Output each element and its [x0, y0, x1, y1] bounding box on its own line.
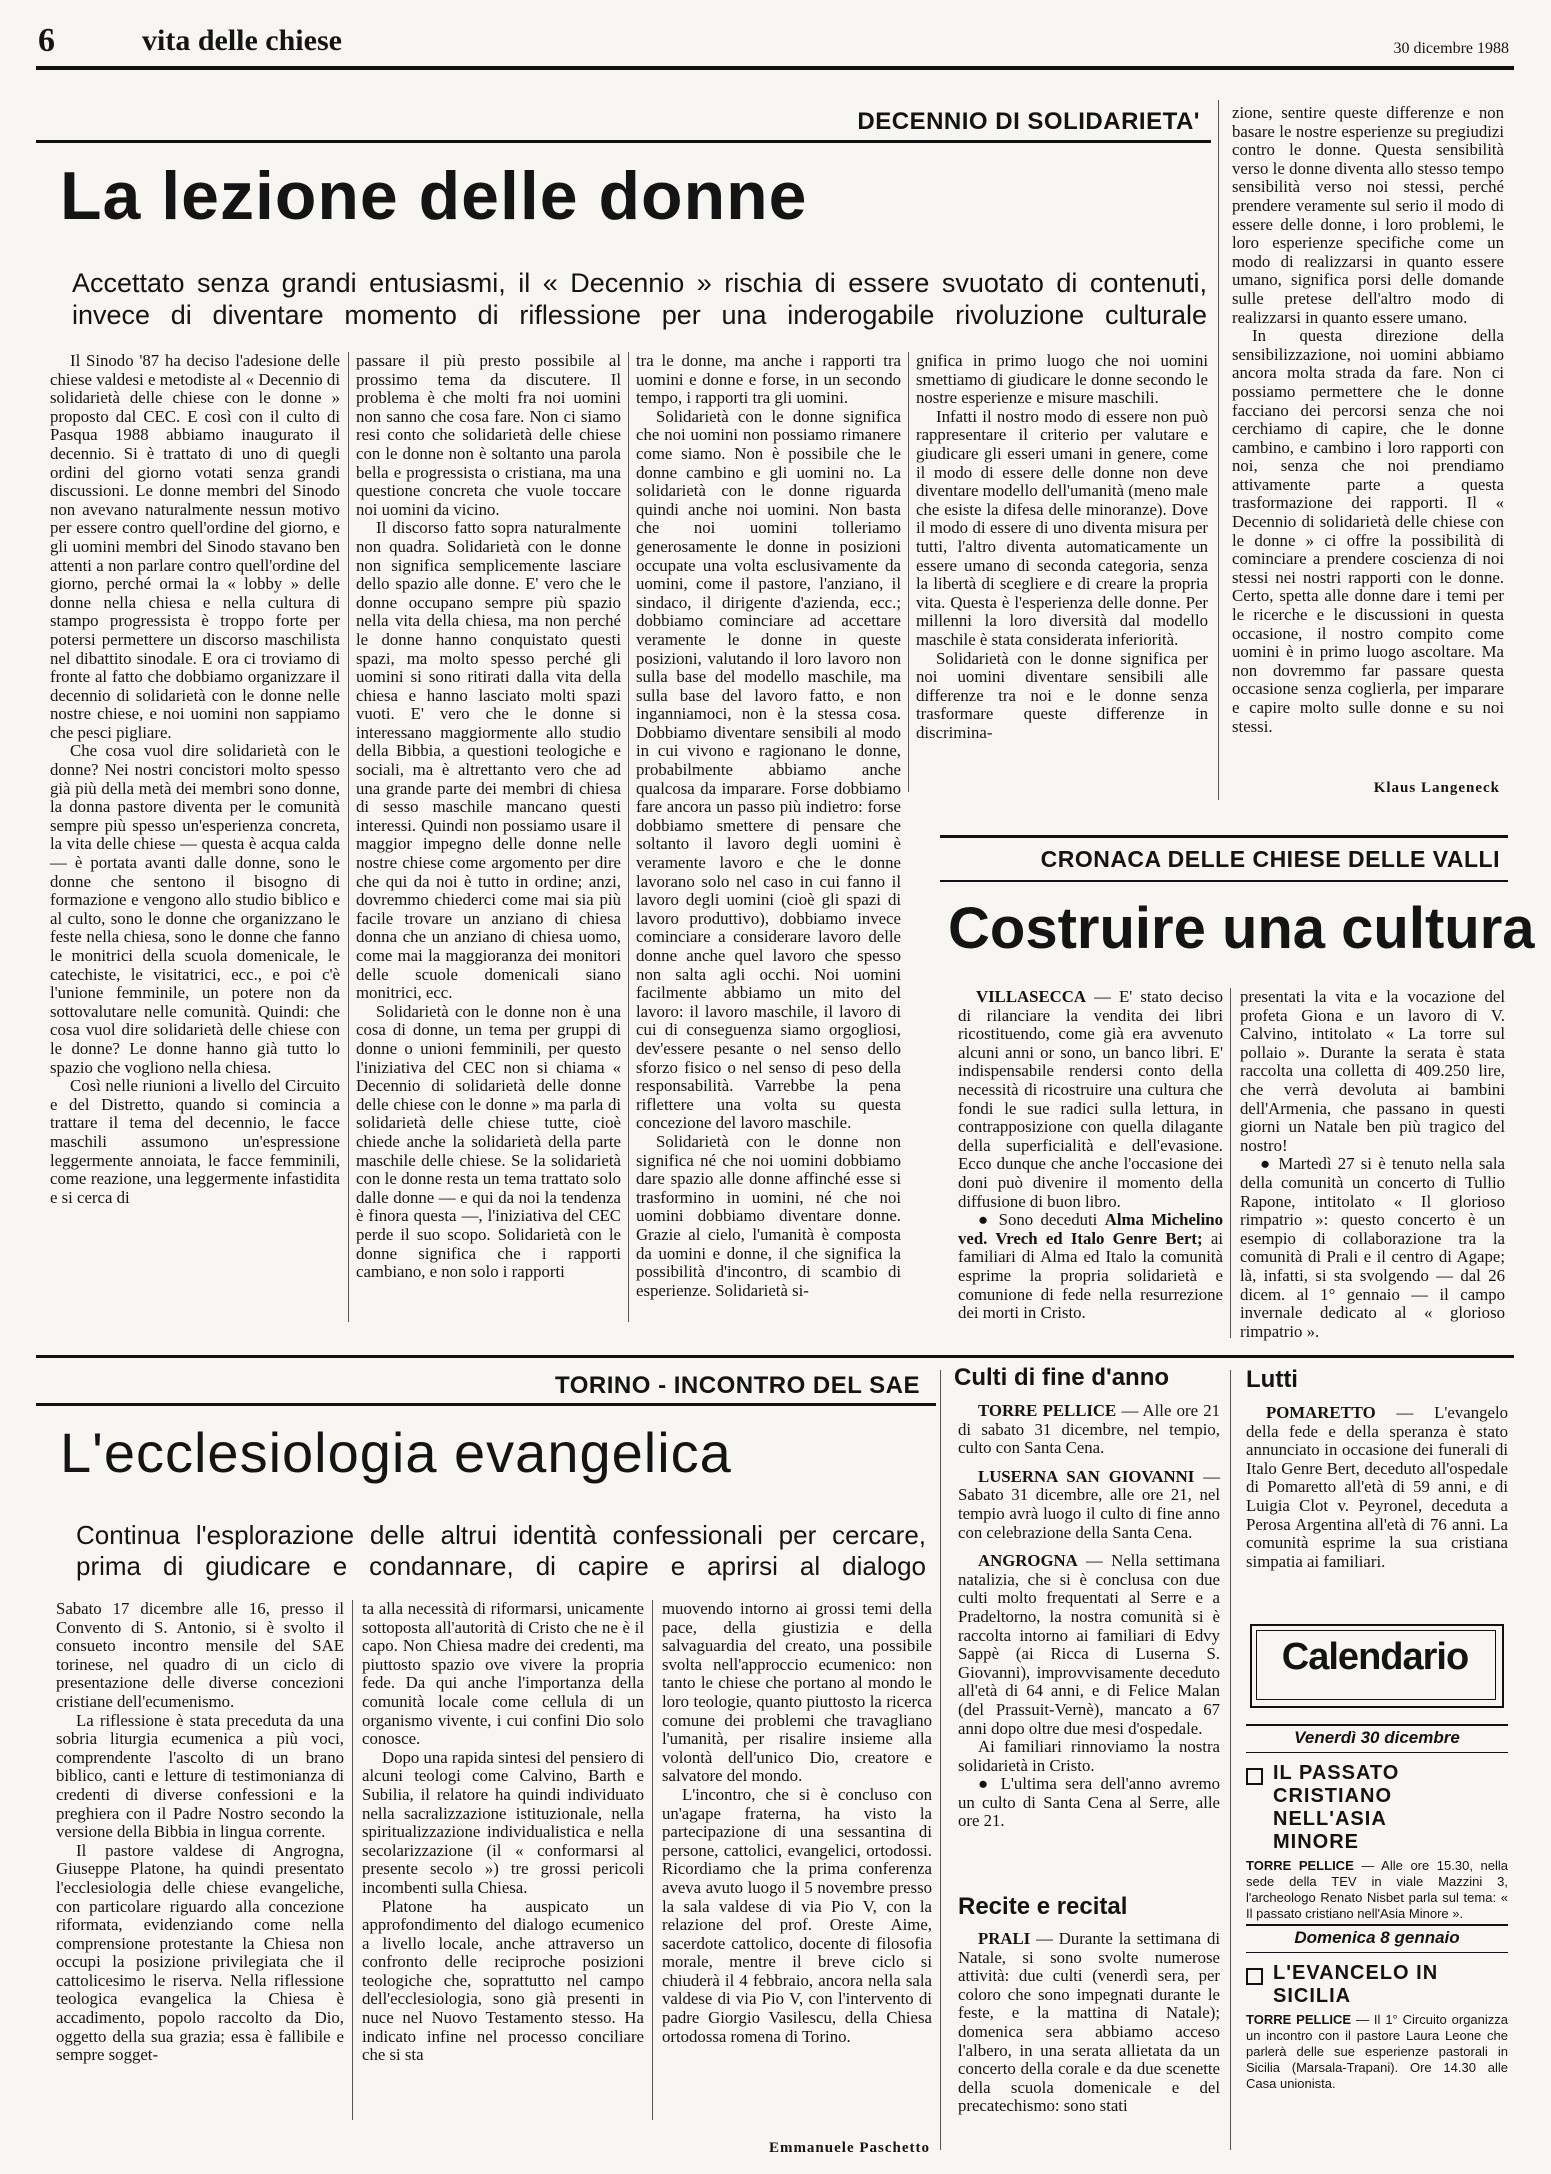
paragraph: Ai familiari rinnoviamo la nostra solidarietà in Cristo. — [958, 1737, 1220, 1775]
article3-subtitle: Continua l'esplorazione delle altrui identità confessionali per cercare, prima di giudicare e condannare, di capire e aprirsi al dialogo — [76, 1520, 926, 1581]
article2-kicker-rule — [940, 880, 1508, 882]
event-text — [1246, 1858, 1508, 1922]
paragraph-text: ai familiari di Alma ed Italo la comunità esprime la propria solidarietà e comunione di fede nella resurrezione dei morti in Cristo. — [958, 1228, 1224, 1323]
item-text: — Alle ore 21 di sabato 31 dicembre, nel tempio, culto con Santa Cena. — [958, 1401, 1220, 1458]
paragraph: Solidarietà con le donne significa per noi uomini diventare sensibili alle differenze tra noi e le donne senza trasformare queste differenze in discrimina- — [916, 648, 1208, 742]
paragraph: Così nelle riunioni a livello del Circuito e del Distretto, quando si comincia a trattare il tema del decennio, le facce maschili assumono un'espressione leggermente annoiata, le facce femminili, come reazione, una leggermente infastidita e si cerca di — [50, 1076, 340, 1207]
article2-title: Costruire una cultura — [948, 896, 1535, 961]
paragraph: gnifica in primo luogo che noi uomini smettiamo di giudicare le donne secondo le nostre esperienze e misure maschili. — [916, 351, 1208, 408]
paragraph: Solidarietà con le donne non significa né che noi uomini dobbiamo dare spazio alle donne affinché esse si trasformino in uomini, né che noi uomini dobbiamo diventare donne. Grazie al cielo, l'umanità è composta da uomini e donne, il che significa la possibilità d'incontro, di scambio di esperienze. Solidarietà si- — [636, 1131, 901, 1300]
paragraph-text: — L'evangelo della fede e della speranza è stato annunciato in occasione dei funerali di Italo Genre Bert, deceduto all'ospedale di Pomaretto all'età di 59 anni, e di Luigia Clot v. Peyronel, deceduta a Perosa Argentina all'età di 76 anni. La comunità esprime la sua cristiana simpatia ai familiari. — [1246, 1403, 1508, 1571]
article1-top-rule — [36, 140, 1211, 143]
place-label: LUSERNA SAN GIOVANNI — [978, 1466, 1195, 1486]
place-label: TORRE PELLICE — [978, 1401, 1117, 1420]
paragraph: passare il più presto possibile al prossimo tema da discutere. Il problema è che molti fra noi uomini non sanno che cosa fare. Non ci siamo resi conto che solidarietà delle chiese con le donne non è soltanto una parola bella e progressista o cristiana, ma una questione concreta che vuole toccare noi uomini da vicino. — [356, 351, 621, 519]
paragraph: Solidarietà con le donne significa che noi uomini non possiamo rimanere come siamo. Non è possibile che le donne cambino e gli uomini no. La solidarietà con le donne riguarda quindi anche noi uomini. Non basta che noi uomini tolleriamo generosamente le donne in posizioni occupate una volta esclusivamente da uomini, come il pastore, l'anziano, il sindaco, il dirigente d'azienda, ecc.; dobbiamo cominciare ad accettare veramente le donne in queste posizioni, valutando il loro lavoro non sulla base del modello maschile, ma sulla base del lavoro fatto, e non inganniamoci, non è la stessa cosa. Dobbiamo diventare sensibili al modo in cui vivono e ragionano le donne, probabilmente abbiamo anche qualcosa da imparare. Forse dobbiamo fare ancora un passo più indietro: forse dobbiamo smettere di pensare che soltanto il lavoro degli uomini è veramente lavoro e che le donne lavorano solo nel caso in cui fanno il lavoro degli uomini (cioè gli spazi di lavoro produttivo), dobbiamo invece cominciare a considerare lavoro delle donne anche quel lavoro che spesso non salta agli occhi. Noi uomini facilmente abbiamo un mito del lavoro: il lavoro maschile, il lavoro di cui di conseguenza siamo orgogliosi, dev'essere pesante o nel senso dello sforzo fisico o nel senso di peso della responsabilità. Varrebbe la pena riflettere una volta su questa concezione del lavoro maschile. — [636, 406, 901, 1133]
names: Alma Michelino ved. Vrech ed Italo Genre Bert; — [958, 1210, 1223, 1248]
paragraph: tra le donne, ma anche i rapporti tra uomini e donne e forse, in un secondo tempo, i rapporti tra gli uomini. — [636, 351, 901, 408]
place-label: ANGROGNA — [978, 1551, 1078, 1571]
article3-column-2 — [362, 1600, 644, 2065]
article1-column-4 — [916, 352, 1208, 742]
paragraph: Il pastore valdese di Angrogna, Giuseppe Platone, ha quindi presentato l'ecclesiologia delle chiese evangeliche, con particolare riguardo alla concezione riformata, evidenziando come nella comprensione protestante la Chiesa non occupi la posizione privilegiata che il cattolicesimo le riserva. Nella riflessione teologica evangelica la Chiesa è accadimento, popolo raccolto da Dio, oggetto della sua grazia; essa è fallibile e sempre sogget- — [56, 1840, 344, 2065]
paragraph: muovendo intorno ai grossi temi della pace, della giustizia e della salvaguardia del creato, una possibile svolta nell'approccio ecumenico: non tanto le chiese che portano al mondo le loro teologie, quanto piuttosto la ricerca comune dei problemi che travagliano l'umanità, per risalire insieme alla volontà dell'unico Dio, creatore e salvatore del mondo. — [662, 1599, 932, 1786]
place-label: TORRE PELLICE — [1246, 1858, 1354, 1873]
middle-rule — [36, 1355, 1514, 1358]
issue-date: 30 dicembre 1988 — [1393, 40, 1509, 57]
article3-column-1 — [56, 1600, 344, 2065]
article1-column-2 — [356, 352, 621, 1282]
paragraph: ● L'ultima sera dell'anno avremo un culto di Santa Cena al Serre, alle ore 21. — [958, 1774, 1220, 1831]
culti-item — [958, 1402, 1220, 1458]
calendario-title: Calendario — [1281, 1636, 1469, 1678]
paragraph: L'incontro, che si è concluso con un'agape fraterna, ha visto la partecipazione di una sessantina di persone, cattolici, evangelici, ortodossi. Ricordiamo che la prima conferenza aveva avuto luogo il 5 novembre presso la sala valdese di via Pio V, con la relazione del prof. Oreste Aime, sacerdote cattolico, docente di filosofia morale, mentre il breve ciclo si chiuderà il 4 febbraio, ancora nella sala valdese di via Pio V, con l'intervento di padre Giorgio Vasilescu, della Chiesa ortodossa romena di Torino. — [662, 1784, 932, 2046]
calendario-event2 — [1246, 1962, 1508, 2092]
culti-column — [958, 1402, 1220, 1831]
paragraph: presentati la vita e la vocazione del profeta Giona e un lavoro di V. Calvino, intitolato « La torre sul pollaio ». Durante la serata è stata raccolta una colletta di 409.250 lire, che verrà devoluta ai bambini dell'Armenia, che passano in questi giorni un Natale ben più tragico del nostro! — [1240, 987, 1505, 1155]
calendario-day1: Venerdì 30 dicembre — [1294, 1728, 1460, 1747]
recite-column — [958, 1930, 1220, 2116]
article3-signature: Emmanuele Paschetto — [768, 2140, 930, 2156]
item-text: — Sabato 31 dicembre, alle ore 21, nel tempio avrà luogo il culto di fine anno con celebrazione della Santa Cena. — [958, 1466, 1220, 1542]
article3-kicker: TORINO - INCONTRO DEL SAE — [555, 1372, 920, 1399]
culti-item — [958, 1468, 1220, 1542]
paragraph: ● Martedì 27 si è tenuto nella sala della comunità un concerto di Tullio Rapone, intitolato « Il glorioso rimpatrio »: questo concerto è un esempio di collaborazione tra la comunità di Prali e il centro di Agape; là, infatti, si sta svolgendo — dal 26 dicem. al 1° gennaio — il campo invernale dedicato al « glorioso rimpatrio ». — [1240, 1154, 1505, 1341]
article2-top-rule — [940, 835, 1508, 838]
paragraph — [958, 1930, 1220, 2116]
paragraph: zione, sentire queste differenze e non basare le nostre esperienze su pregiudizi contro le donne. Questa sensibilità verso le donne diventa allo stesso tempo sensibilità verso noi stessi, perché prendere veramente sul serio il modo di essere delle donne, i loro problemi, le loro esperienze specifiche come un modo di realizzarsi in quanto essere umano, significa porsi delle domande sulle pretese dell'altro modo di realizzarsi in quanto essere umano. — [1232, 103, 1504, 327]
paragraph: In questa direzione della sensibilizzazione, noi uomini abbiamo ancora molta strada da fare. Non ci possiamo permettere che le donne facciano dei percorsi senza che noi cerchiamo di capire, che le donne cambino, e cambino i loro rapporti con noi, senza che noi prendiamo attivamente parte a questa trasformazione dei rapporti. Il « Decennio di solidarietà delle chiese con le donne » ci offre la possibilità di cominciare a prendere coscienza di noi stessi nei nostri rapporti con le donne. Certo, spetta alle donne dare i temi per le ricerche e le discussioni in questa occasione, il nostro compito come uomini è in primo luogo ascoltare. Ma non dovremmo far passare questa occasione senza coglierla, per imparare e capire molto sulle donne e su noi stessi. — [1232, 326, 1504, 736]
lutti-title: Lutti — [1246, 1366, 1298, 1393]
article2-kicker: CRONACA DELLE CHIESE DELLE VALLI — [1040, 846, 1500, 872]
event-description: — Alle ore 15.30, nella sede della TEV in viale Mazzini 3, l'archeologo Renato Nisbet parla sul tema: « Il passato cristiano nell'Asia Minore ». — [1246, 1858, 1508, 1921]
paragraph — [958, 988, 1223, 1211]
paragraph: La riflessione è stata preceduta da una sobria liturgia ecumenica a più voci, comprendente l'ascolto di un brano biblico, canti e letture di testimonianza di credenti di diverse confessioni e la preghiera con il Padre Nostro secondo la versione della Bibbia in lingua corrente. — [56, 1710, 344, 1842]
paragraph: Dopo una rapida sintesi del pensiero di alcuni teologi come Calvino, Barth e Subilia, il relatore ha quindi individuato nella sacralizzazione istituzionale, nella spiritualizzazione individualistica e nella secolarizzazione (il « conformarsi al presente secolo ») tre grossi pericoli incombenti sulla Chiesa. — [362, 1747, 644, 1897]
event-description: — Il 1° Circuito organizza un incontro con il pastore Laura Leone che parlerà delle sue esperienze pastorali in Sicilia (Marsala-Trapani). Ore 14.30 alle Casa unionista. — [1246, 2012, 1508, 2091]
paragraph: Platone ha auspicato un approfondimento del dialogo ecumenico a livello locale, anche attraverso un confronto delle reciproche posizioni teologiche che, soprattutto nel campo dell'ecclesiologia, sono già presenti in nuce nel Nuovo Testamento stesso. Ha indicato infine nel processo conciliare che si sta — [362, 1896, 644, 2065]
article2-column-2 — [1240, 988, 1505, 1341]
page-number: 6 — [38, 22, 55, 59]
paragraph: Che cosa vuol dire solidarietà con le donne? Nei nostri concistori molto spesso già più della metà dei membri sono donne, la donna pastore diventa per le comunità sempre più spesso un'esperienza concreta, la vita delle chiese — questa è acqua calda — è portata avanti dalle donne, sono le donne che sentono il bisogno di formazione e vengono allo studio biblico e al culto, sono le donne che organizzano le feste nella chiesa, sono le donne che fanno le monitrici della scuola domenicale, le catechiste, le visitatrici, ecc., e poi c'è l'unione femminile, un potere non da sottovalutare nelle comunità. Quindi: che cosa vuol dire solidarietà delle chiese con le donne? Le donne hanno già tutto lo spazio che vogliono nella chiesa. — [50, 741, 340, 1077]
paragraph — [1246, 1404, 1508, 1571]
calendario-day2: Domenica 8 gennaio — [1294, 1928, 1460, 1947]
article3-title: L'ecclesiologia evangelica — [60, 1421, 732, 1484]
paragraph — [958, 1211, 1223, 1323]
paragraph-text: — Durante la settimana di Natale, si sono svolte numerose attività: due culti (venerdì sera, per coloro che sono impegnati durante le feste, e la mattina di Natale); domenica sera abbiamo acceso l'albero, in una serata allietata da un concerto della corale e da due scenette della scuola domenicale e del precatechismo: sono stati — [958, 1929, 1220, 2116]
article1-signature: Klaus Langeneck — [1373, 780, 1500, 796]
section-title: vita delle chiese — [142, 24, 342, 57]
article1-column-5 — [1232, 104, 1504, 736]
article1-column-1 — [50, 352, 340, 1207]
header-rule — [36, 66, 1514, 70]
article3-top-rule — [36, 1403, 936, 1406]
item-text: — Nella settimana natalizia, che si è conclusa con due culti molto frequentati al Serre e a Pradeltorno, la nostra comunità si è raccolta intorno ai familiari di Edvy Sappè (ai Ricca di Luserna S. Giovanni), improvvisamente deceduto all'età di 64 anni, e di Felice Malan (del Prassuit-Vernè), mancato a 67 anni dopo oltre due mesi d'ospedale. — [958, 1551, 1220, 1738]
place-label: TORRE PELLICE — [1246, 2012, 1352, 2027]
checkbox-icon — [1246, 1768, 1263, 1785]
place-label: PRALI — [978, 1929, 1031, 1948]
paragraph-text: — E' stato deciso di rilanciare la vendita dei libri ricostituendo, come già era avvenuto alcuni anni or sono, un banco libri. E' indispensabile rendersi conto della necessità di ricostruire una cultura che fondi le sue radici sulla lettura, in contrapposizione con quella dilagante della superficialità e dell'evasione. Ecco dunque che anche l'occasione dei doni può divenire il momento della diffusione di buon libro. — [958, 987, 1223, 1211]
culti-title: Culti di fine d'anno — [954, 1364, 1170, 1391]
place-label: POMARETTO — [1266, 1403, 1376, 1422]
article1-subtitle: Accettato senza grandi entusiasmi, il « Decennio » rischia di essere svuotato di contenuti, invece di diventare momento di riflessione per una inderogabile rivoluzione culturale — [72, 268, 1207, 330]
event-title: L'EVANCELO IN SICILIA — [1273, 1962, 1439, 2007]
lutti-column — [1246, 1404, 1508, 1571]
paragraph: Il discorso fatto sopra naturalmente non quadra. Solidarietà con le donne non significa semplicemente lasciare dello spazio alle donne. E' vero che le donne occupano sempre più spazio nella vita della chiesa, ma non perché le donne hanno conquistato questi spazi, ma molto spesso perché gli uomini si sono ritirati dalla vita della chiesa e hanno lasciato molti spazi vuoti. E' vero che le donne si interessano maggiormente allo studio della Bibbia, a questioni teologiche e sociali, ma è altrettanto vero che ad una grande parte dei membri di chiesa di sesso maschile mancano questi interessi. Quindi non possiamo usare il maggior impegno delle donne nelle nostre chiese come argomento per dire che qui da noi è tutto in ordine; anzi, dovremmo chiederci come mai sia più facile trovare un anziano di chiesa donna che un anziano di chiesa uomo, come mai la maggioranza dei monitori delle scuole domenicali siano monitrici, ecc. — [356, 518, 621, 1003]
paragraph: Solidarietà con le donne non è una cosa di donne, un tema per gruppi di donne o unioni femminili, per questo l'iniziativa del CEC non si chiama « Decennio di solidarietà delle donne delle chiese con le donne » ma parla di solidarietà delle chiese tutte, cioè chiede anche la solidarietà della parte maschile delle chiese. Se la solidarietà con le donne resta un tema trattato solo dalle donne — e qui da noi la tendenza è finora questa —, l'iniziativa del CEC perde il suo scopo. Solidarietà con le donne significa che i rapporti cambiano, e non solo i rapporti — [356, 1001, 621, 1282]
paragraph: Infatti il nostro modo di essere non può rappresentare il criterio per valutare e giudicare gli esseri umani in genere, come il modo di essere delle donne non deve diventare modello dell'umanità (meno male che esiste la difesa delle minoranze). Dove il modo di essere di uno diventa misura per tutti, l'altro diventa automaticamente un essere umano di seconda categoria, senza la libertà di scegliere e di creare la propria vita. Questa è l'esperienza delle donne. Per millenni la loro diversità dal modello maschile è stata considerata inferiorità. — [916, 406, 1208, 649]
culti-item — [958, 1552, 1220, 1738]
recite-title: Recite e recital — [958, 1893, 1128, 1920]
event-title: IL PASSATO CRISTIANO NELL'ASIA MINORE — [1273, 1762, 1400, 1853]
calendario-event1 — [1246, 1762, 1508, 1922]
paragraph: Il Sinodo '87 ha deciso l'adesione delle chiese valdesi e metodiste al « Decennio di solidarietà delle chiese con le donne » proposto dal CEC. E così con il culto di Pasqua 1988 abbiamo inaugurato il decennio. Si è trattato di uno di quegli ordini del giorno votati senza grandi discussioni. Le donne membri del Sinodo non avevano naturalmente nessun motivo per essere contro quell'ordine del giorno, e gli uomini membri del Sinodo stavano ben attenti a non parlare contro quell'ordine del giorno, perché ormai la « lobby » delle donne nella chiesa e nella cultura di stampo progressista è troppo forte per potersi permettere un discorso maschilista nel dibattito sinodale. E ora ci troviamo di fronte al fatto che dobbiamo organizzare il decennio di solidarietà con le donne nelle nostre chiese, e noi uomini non sappiamo che pesci pigliare. — [50, 351, 340, 742]
article2-column-1 — [958, 988, 1223, 1323]
event-text — [1246, 2012, 1508, 2092]
article1-title: La lezione delle donne — [60, 158, 808, 234]
paragraph: ta alla necessità di riformarsi, unicamente sottoposta all'autorità di Cristo che ne è il capo. Non Chiesa madre dei credenti, ma piuttosto spazio ove vivere la propria fede. Da qui anche l'importanza della comunità locale come cellula di un organismo vivente, i cui confini Dio solo conosce. — [362, 1599, 644, 1749]
article3-column-3 — [662, 1600, 932, 2046]
bullet-prefix: ● Sono deceduti — [978, 1210, 1098, 1230]
paragraph: Sabato 17 dicembre alle 16, presso il Convento di S. Antonio, si è svolto il consueto incontro mensile del SAE torinese, nel quadro di un ciclo di presentazione delle diverse concezioni cristiane dell'ecumenismo. — [56, 1599, 344, 1711]
place-label: VILLASECCA — [976, 987, 1087, 1006]
article1-kicker: DECENNIO DI SOLIDARIETA' — [857, 108, 1200, 135]
checkbox-icon — [1246, 1968, 1263, 1985]
article1-column-3 — [636, 352, 901, 1300]
